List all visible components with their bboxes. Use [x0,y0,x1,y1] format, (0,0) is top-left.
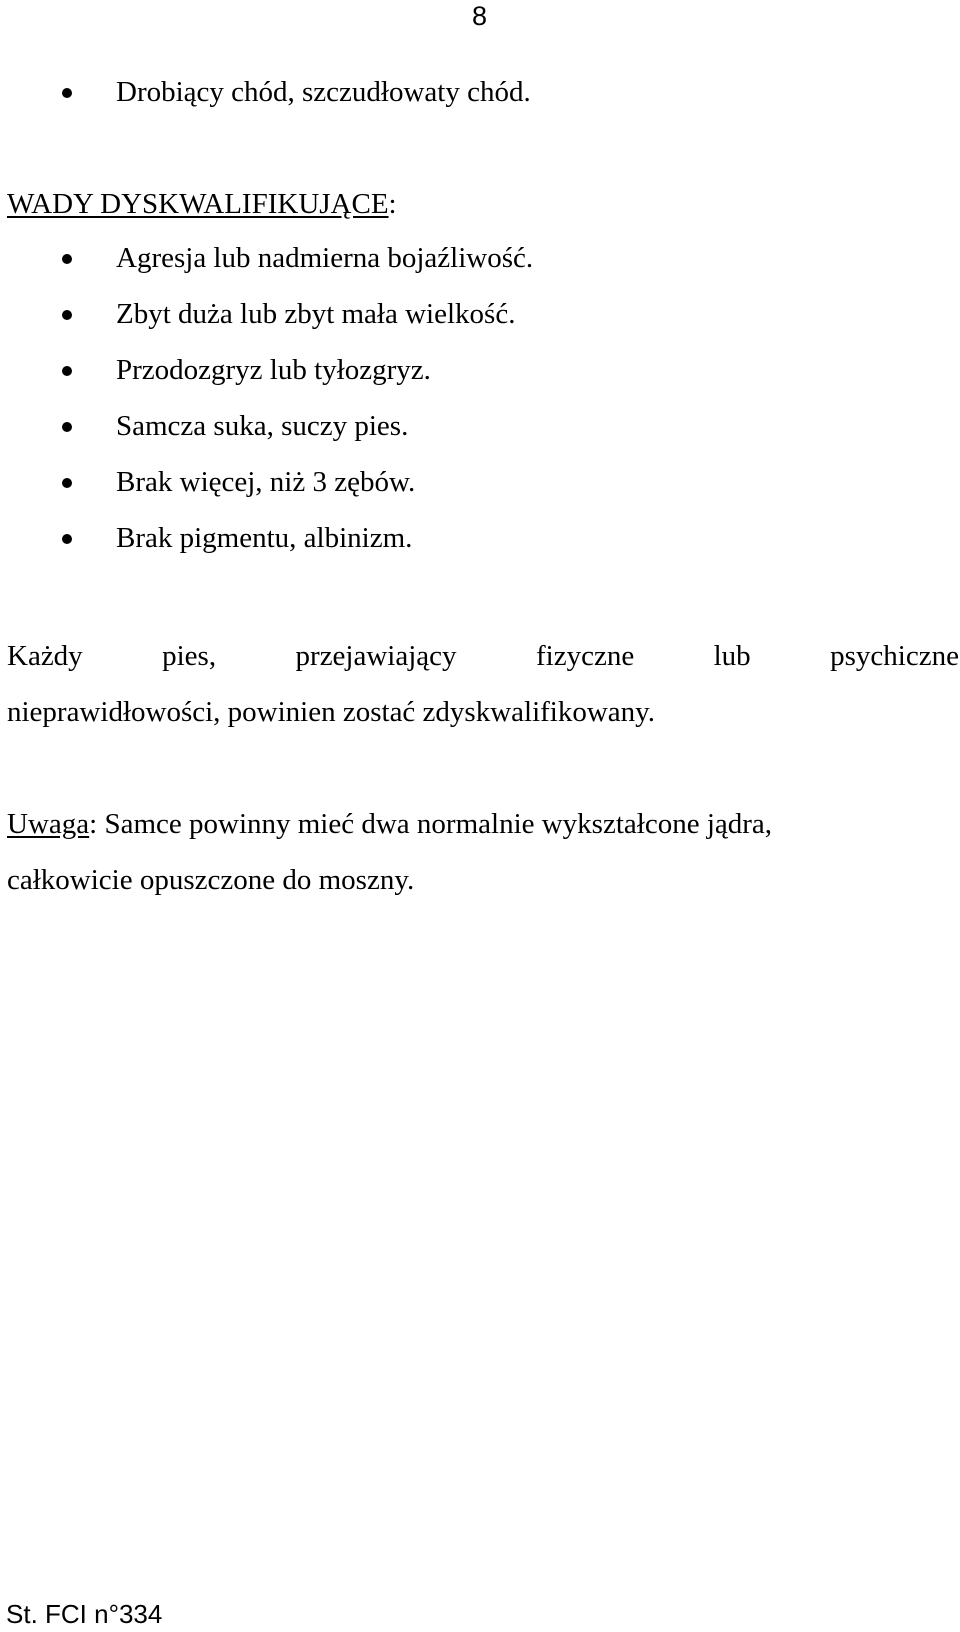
heading-text: WADY DYSKWALIFIKUJĄCE [7,188,389,220]
paragraph-word: Każdy [7,640,83,672]
paragraph-word: przejawiający [295,640,457,672]
list-item-text: Brak więcej, niż 3 zębów. [116,466,416,498]
heading-colon: : [388,188,397,220]
note-paragraph [7,796,959,908]
note-label: Uwaga [7,808,90,840]
list-item-text: Drobiący chód, szczudłowaty chód. [116,76,531,108]
paragraph-word: fizyczne [535,640,635,672]
bullet-icon [62,310,72,320]
footer-standard-number: St. FCI n°334 [6,1599,163,1629]
bullet-icon [62,422,72,432]
note-line-2: całkowicie opuszczone do moszny. [7,864,415,896]
section-heading [7,182,397,226]
list-item-text: Samcza suka, suczy pies. [116,410,409,442]
list-item-text: Zbyt duża lub zbyt mała wielkość. [116,298,516,330]
paragraph-line-1 [7,628,959,684]
bullet-icon [62,254,72,264]
bullet-icon [62,88,72,98]
paragraph-word: lub [713,640,751,672]
disqualification-paragraph [7,628,959,740]
page-number: 8 [472,1,488,31]
bullet-icon [62,534,72,544]
note-line-1 [7,796,959,852]
paragraph-word: psychiczne [830,640,959,672]
list-item-text: Brak pigmentu, albinizm. [116,522,413,554]
list-item-text: Agresja lub nadmierna bojaźliwość. [116,242,534,274]
bullet-icon [62,366,72,376]
paragraph-line-2: nieprawidłowości, powinien zostać zdyskwalifikowany. [7,696,656,728]
list-item-text: Przodozgryz lub tyłozgryz. [116,354,431,386]
bullet-icon [62,478,72,488]
note-text: : Samce powinny mieć dwa normalnie wykształcone jądra, [89,808,773,840]
paragraph-word: pies, [162,640,217,672]
